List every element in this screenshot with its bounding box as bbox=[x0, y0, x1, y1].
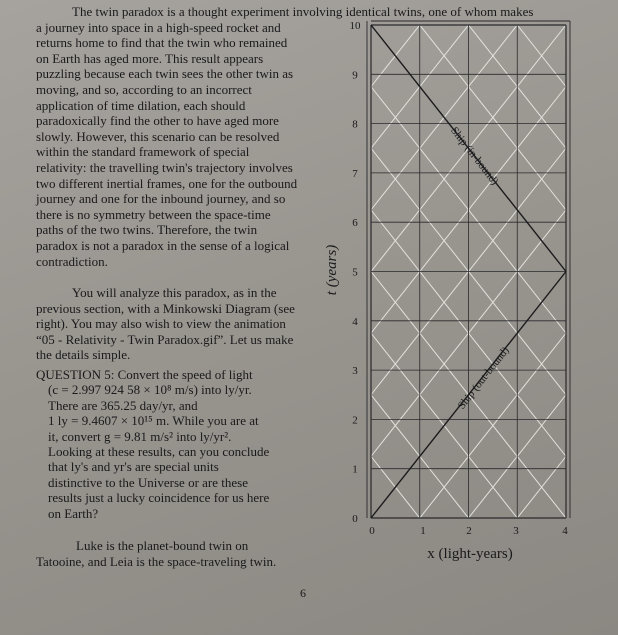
intro-line: on Earth has aged more. This result appears bbox=[36, 50, 264, 66]
analyze-line: the details simple. bbox=[36, 347, 131, 363]
question-line: that ly's and yr's are special units bbox=[48, 459, 219, 475]
light-line bbox=[0, 0, 30, 518]
light-line bbox=[0, 0, 176, 518]
question-line: on Earth? bbox=[48, 505, 99, 521]
x-axis-label: x (light-years) bbox=[427, 546, 513, 562]
intro-line: journey and one for the inbound journey, and so bbox=[36, 191, 286, 207]
intro-line: returns home to find that the twin who remained bbox=[36, 35, 288, 51]
intro-line: paths of the two twins. Therefore, the twin bbox=[36, 222, 258, 238]
light-line bbox=[420, 0, 618, 518]
intro-line: relativity: the travelling twin's trajectory involves bbox=[36, 160, 293, 175]
light-line bbox=[0, 0, 274, 518]
intro-line: a journey into space in a high-speed rocket and bbox=[36, 19, 281, 35]
y-tick-label: 6 bbox=[352, 217, 358, 230]
tick-labels bbox=[350, 20, 569, 537]
y-tick-label: 9 bbox=[352, 69, 358, 82]
light-line bbox=[420, 0, 618, 518]
y-tick-label: 10 bbox=[349, 20, 361, 32]
intro-line: paradox is not a paradox in the sense of a logical bbox=[36, 238, 290, 253]
page-number: 6 bbox=[300, 586, 306, 600]
question-line: distinctive to the Universe or are these bbox=[48, 474, 248, 490]
question-line: There are 365.25 day/yr, and bbox=[48, 397, 198, 413]
light-line bbox=[0, 0, 127, 518]
analyze-line: right). You may also wish to view the animation bbox=[36, 316, 286, 332]
light-line bbox=[127, 0, 618, 518]
light-line bbox=[0, 0, 371, 518]
light-line bbox=[469, 0, 618, 518]
closing-line: Luke is the planet-bound twin on bbox=[76, 538, 249, 553]
light-line bbox=[79, 0, 618, 518]
light-line bbox=[0, 0, 79, 518]
x-tick-label: 1 bbox=[420, 525, 426, 537]
light-line bbox=[79, 0, 618, 518]
intro-line: within the standard framework of special bbox=[36, 144, 250, 160]
light-line bbox=[0, 0, 225, 518]
question-line: (c = 2.997 924 58 × 10⁸ m/s) into ly/yr. bbox=[48, 382, 252, 398]
light-line bbox=[176, 0, 618, 518]
question-line: 1 ly = 9.4607 × 10¹⁵ m. While you are at bbox=[48, 413, 259, 429]
light-line bbox=[517, 0, 618, 518]
light-line bbox=[566, 0, 618, 518]
x-tick-label: 4 bbox=[562, 525, 568, 537]
intro-line: paradoxically find the other to have aged more bbox=[36, 113, 279, 129]
x-tick-label: 2 bbox=[466, 525, 472, 537]
outbound-ship-label: Ship (out-bound) bbox=[455, 344, 512, 412]
intro-line: there is no symmetry between the space-time bbox=[36, 206, 271, 222]
light-line bbox=[469, 0, 618, 518]
y-tick-label: 2 bbox=[352, 414, 358, 427]
light-line bbox=[127, 0, 618, 518]
intro-line: application of time dilation, each should bbox=[36, 97, 246, 113]
closing-line: Tatooine, and Leia is the space-traveling twin. bbox=[36, 554, 277, 569]
y-tick-label: 1 bbox=[352, 463, 358, 476]
question-line: it, convert g = 9.81 m/s² into ly/yr². bbox=[48, 428, 232, 444]
y-axis-label: t (years) bbox=[324, 244, 340, 296]
y-tick-label: 8 bbox=[352, 118, 358, 131]
x-tick-label: 3 bbox=[513, 525, 519, 537]
light-line bbox=[0, 0, 371, 518]
intro-line: slowly. However, this scenario can be resolved bbox=[36, 128, 280, 144]
light-line bbox=[517, 0, 618, 518]
analyze-line: “05 - Relativity - Twin Paradox.gif”. Let us make bbox=[36, 331, 294, 347]
intro-line: puzzling because each twin sees the other twin as bbox=[36, 66, 294, 82]
light-line bbox=[0, 0, 322, 518]
x-tick-label: 0 bbox=[369, 525, 375, 537]
analyze-line: previous section, with a Minkowski Diagram (see bbox=[36, 300, 295, 316]
light-line bbox=[371, 0, 618, 518]
analyze-line: You will analyze this paradox, as in the bbox=[72, 285, 277, 300]
y-tick-label: 3 bbox=[352, 365, 358, 378]
y-tick-label: 4 bbox=[352, 315, 358, 328]
y-tick-label: 7 bbox=[352, 167, 358, 180]
diagram-grid bbox=[367, 21, 570, 518]
intro-line: The twin paradox is a thought experiment involving identical twins, one of whom makes bbox=[72, 4, 534, 19]
question-line: QUESTION 5: Convert the speed of light bbox=[36, 367, 253, 382]
intro-line: moving, and so, according to an incorrect bbox=[36, 82, 252, 97]
intro-line: two different inertial frames, one for the outbound bbox=[36, 175, 298, 191]
y-tick-label: 5 bbox=[352, 266, 358, 279]
light-line bbox=[371, 0, 618, 518]
light-line bbox=[176, 0, 618, 518]
light-line bbox=[566, 0, 618, 518]
question-line: Looking at these results, can you conclude bbox=[48, 444, 270, 459]
y-tick-label: 0 bbox=[352, 513, 358, 525]
intro-line: contradiction. bbox=[36, 253, 108, 269]
question-line: results just a lucky coincidence for us here bbox=[48, 490, 270, 506]
inbound-ship-label: Ship (in-bound) bbox=[448, 124, 501, 188]
